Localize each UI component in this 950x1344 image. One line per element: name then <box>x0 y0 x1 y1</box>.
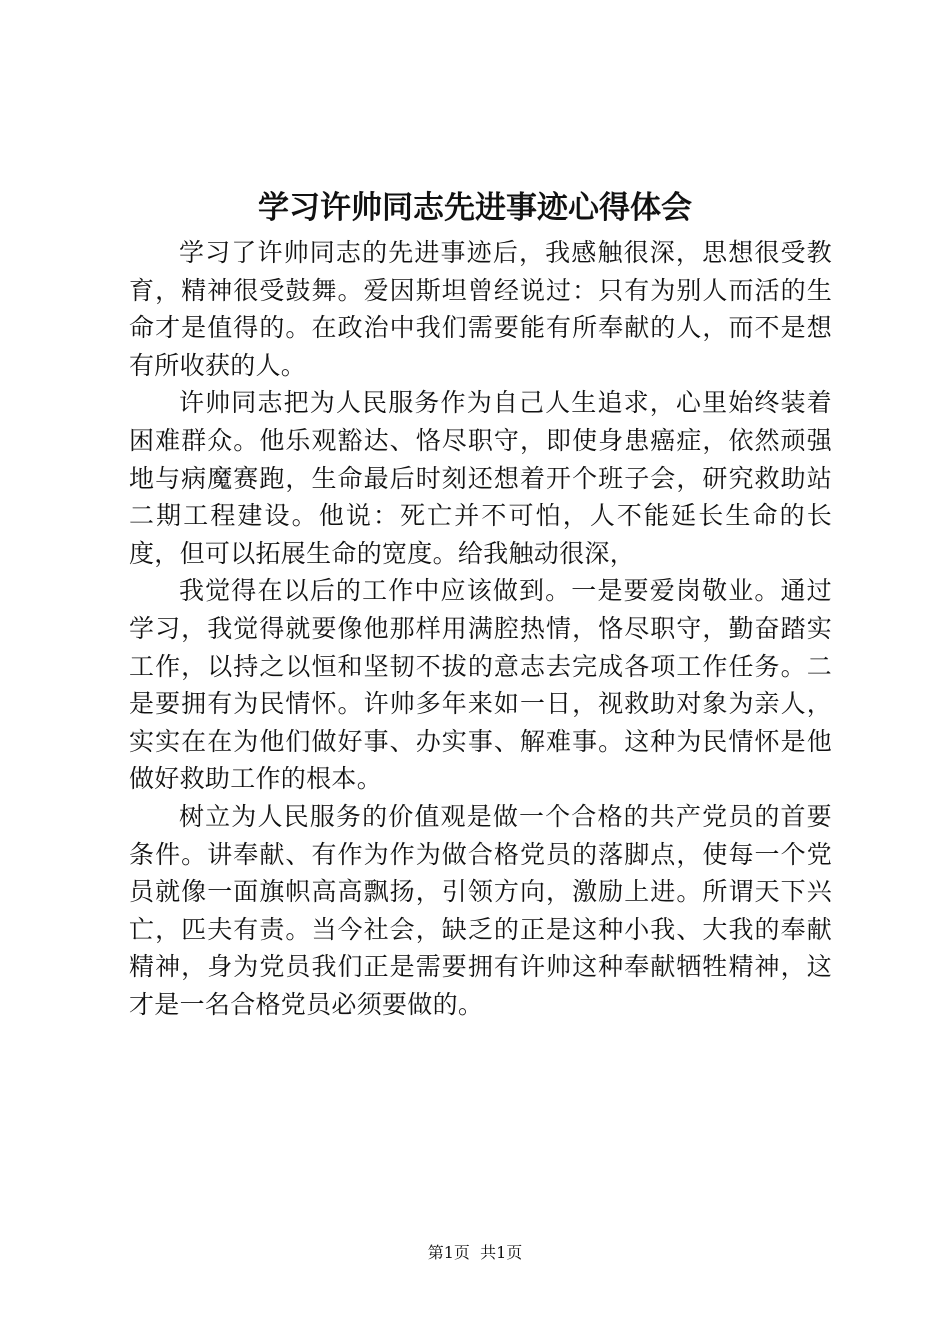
page-footer: 第1页 共1页 <box>427 1243 523 1262</box>
paragraph-4: 树立为人民服务的价值观是做一个合格的共产党员的首要条件。讲奉献、有作为作为做合格党员的落脚点，使每一个党员就像一面旗帜高高飘扬，引领方向，激励上进。所谓天下兴亡，匹夫有责。当今社会，缺乏的正是这种小我、大我的奉献精神，身为党员我们正是需要拥有许帅这种奉献牺牲精神，这才是一名合格党员必须要做的。 <box>129 801 832 1019</box>
document-body <box>129 234 832 1023</box>
paragraph-1: 学习了许帅同志的先进事迹后，我感触很深，思想很受教育，精神很受鼓舞。爱因斯坦曾经说过：只有为别人而活的生命才是值得的。在政治中我们需要能有所奉献的人，而不是想有所收获的人。 <box>129 238 832 380</box>
paragraph-3: 我觉得在以后的工作中应该做到。一是要爱岗敬业。通过学习，我觉得就要像他那样用满腔热情，恪尽职守，勤奋踏实工作，以持之以恒和坚韧不拔的意志去完成各项工作任务。二是要拥有为民情怀。许帅多年来如一日，视救助对象为亲人，实实在在为他们做好事、办实事、解难事。这种为民情怀是他做好救助工作的根本。 <box>129 576 832 794</box>
document-title: 学习许帅同志先进事迹心得体会 <box>258 190 692 226</box>
paragraph-2: 许帅同志把为人民服务作为自己人生追求，心里始终装着困难群众。他乐观豁达、恪尽职守，即使身患癌症，依然顽强地与病魔赛跑，生命最后时刻还想着开个班子会，研究救助站二期工程建设。他说：死亡并不可怕，人不能延长生命的长度，但可以拓展生命的宽度。给我触动很深， <box>129 388 832 568</box>
